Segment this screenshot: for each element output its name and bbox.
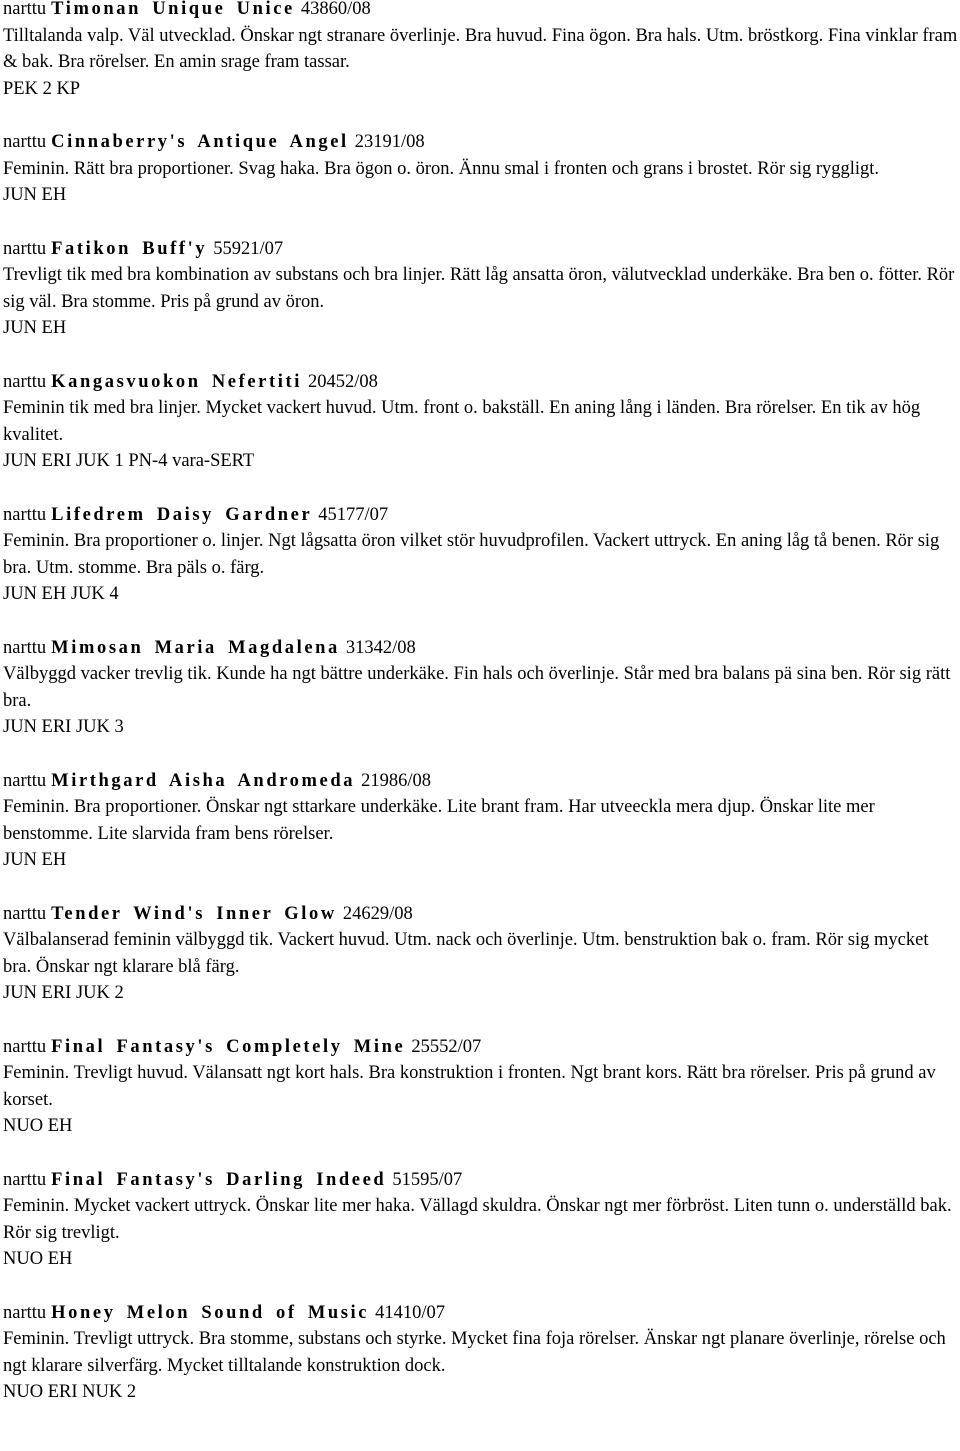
- dog-name: Final Fantasy's Darling Indeed: [51, 1169, 387, 1190]
- entry-header: [3, 0, 960, 23]
- critique-text: Feminin. Rätt bra proportioner. Svag haka. Bra ögon o. öron. Ännu smal i fronten och grans i brostet. Rör sig ryggligt.: [3, 158, 880, 179]
- dog-name: Honey Melon Sound of Music: [51, 1302, 370, 1323]
- dog-name: Cinnaberry's Antique Angel: [51, 132, 349, 152]
- registration-number: 25552/07: [411, 1036, 482, 1057]
- registration-number: 43860/08: [300, 0, 371, 19]
- entry-header: [3, 129, 960, 156]
- award-result: NUO EH: [3, 1116, 73, 1136]
- entry-honey-melon: [3, 1300, 960, 1406]
- entry-header: [3, 901, 960, 928]
- award-result: JUN EH JUK 4: [3, 584, 119, 604]
- critique-text: Tilltalanda valp. Väl utvecklad. Önskar ngt stranare överlinje. Bra huvud. Fina ögon. Bra hals. Utm. bröstkorg. Fina vinklar fram & bak. Bra rörelser. En amin srage fram tassar.: [3, 25, 958, 72]
- critique-text: Välbalanserad feminin välbyggd tik. Vackert huvud. Utm. nack och överlinje. Utm. benstruktion bak o. fram. Rör sig mycket bra. Önskar ngt klarare blå färg.: [3, 930, 929, 977]
- entry-class: narttu: [3, 1302, 47, 1323]
- award-result: JUN EH: [3, 318, 67, 338]
- entry-class: narttu: [3, 770, 47, 791]
- entry-header: [3, 1300, 960, 1327]
- registration-number: 23191/08: [354, 132, 425, 152]
- entry-class: narttu: [3, 132, 47, 152]
- entry-class: narttu: [3, 238, 47, 259]
- entry-header: [3, 1034, 960, 1061]
- dog-name: Timonan Unique Unice: [51, 0, 295, 19]
- entry-final-fantasy-darling: [3, 1167, 960, 1273]
- entry-kangasvuokon: [3, 369, 960, 475]
- entry-mimosan: [3, 635, 960, 741]
- entry-fatikon: [3, 236, 960, 342]
- registration-number: 31342/08: [345, 637, 416, 658]
- critique-text: Feminin tik med bra linjer. Mycket vackert huvud. Utm. front o. bakställ. En aning lång i länden. Bra rörelser. En tik av hög kvalitet.: [3, 398, 921, 445]
- registration-number: 45177/07: [318, 504, 389, 525]
- dog-name: Mirthgard Aisha Andromeda: [51, 770, 356, 791]
- entry-header: [3, 1167, 960, 1194]
- critique-text: Feminin. Mycket vackert uttryck. Önskar lite mer haka. Vällagd skuldra. Önskar ngt mer förbröst. Liten tunn o. underställd bak. Rör sig trevligt.: [3, 1196, 952, 1243]
- dog-name: Tender Wind's Inner Glow: [51, 903, 337, 924]
- award-result: JUN ERI JUK 3: [3, 717, 124, 737]
- award-result: NUO ERI NUK 2: [3, 1382, 137, 1402]
- registration-number: 21986/08: [361, 770, 431, 791]
- entry-timonan: [3, 0, 960, 102]
- registration-number: 51595/07: [392, 1169, 463, 1190]
- registration-number: 41410/07: [375, 1302, 446, 1323]
- entry-header: [3, 635, 960, 662]
- entry-header: [3, 369, 960, 396]
- entry-class: narttu: [3, 1169, 47, 1190]
- entry-class: narttu: [3, 903, 47, 924]
- entry-header: [3, 236, 960, 263]
- entry-class: narttu: [3, 637, 47, 658]
- award-result: JUN EH: [3, 185, 67, 205]
- registration-number: 24629/08: [342, 903, 413, 924]
- critique-text: Trevligt tik med bra kombination av substans och bra linjer. Rätt låg ansatta öron, välutvecklad underkäke. Bra ben o. fötter. Rör sig väl. Bra stomme. Pris på grund av öron.: [3, 265, 955, 312]
- critique-text: Feminin. Bra proportioner o. linjer. Ngt lågsatta öron vilket stör huvudprofilen. Vackert uttryck. En aning låg tå benen. Rör sig bra. Utm. stomme. Bra päls o. färg.: [3, 531, 940, 578]
- entry-final-fantasy-completely: [3, 1034, 960, 1140]
- registration-number: 55921/07: [213, 238, 284, 259]
- entry-mirthgard: [3, 768, 960, 874]
- critique-text: Feminin. Bra proportioner. Önskar ngt sttarkare underkäke. Lite brant fram. Har utveeckla mera djup. Önskar lite mer benstomme. Lite slarvida fram bens rörelser.: [3, 797, 875, 844]
- dog-name: Fatikon Buff'y: [51, 238, 208, 259]
- critique-text: Feminin. Trevligt huvud. Välansatt ngt kort hals. Bra konstruktion i fronten. Ngt brant kors. Rätt bra rörelser. Pris på grund av korset.: [3, 1063, 936, 1110]
- award-result: JUN ERI JUK 2: [3, 983, 124, 1003]
- entry-class: narttu: [3, 504, 47, 525]
- award-result: NUO EH: [3, 1249, 73, 1269]
- registration-number: 20452/08: [307, 371, 378, 392]
- critique-text: Feminin. Trevligt uttryck. Bra stomme, substans och styrke. Mycket fina foja rörelser. Änskar ngt planare överlinje, rörelse och ngt klarare silverfärg. Mycket tilltalande konstruktion dock.: [3, 1329, 946, 1376]
- critique-text: Välbyggd vacker trevlig tik. Kunde ha ngt bättre underkäke. Fin hals och överlinje. Står med bra balans pä sina ben. Rör sig rätt bra.: [3, 664, 951, 711]
- entry-header: [3, 502, 960, 529]
- entry-class: narttu: [3, 371, 47, 392]
- dog-name: Mimosan Maria Magdalena: [51, 637, 340, 658]
- entry-class: narttu: [3, 0, 47, 19]
- entry-header: [3, 768, 960, 795]
- dog-name: Lifedrem Daisy Gardner: [51, 504, 313, 525]
- entry-cinnaberrys: [3, 129, 960, 209]
- entry-lifedrem: [3, 502, 960, 608]
- award-result: JUN ERI JUK 1 PN-4 vara-SERT: [3, 451, 255, 471]
- dog-name: Kangasvuokon Nefertiti: [51, 371, 302, 392]
- entry-class: narttu: [3, 1036, 47, 1057]
- dog-name: Final Fantasy's Completely Mine: [51, 1036, 406, 1057]
- award-result: JUN EH: [3, 850, 67, 870]
- award-result: PEK 2 KP: [3, 78, 81, 99]
- entry-tender-wind: [3, 901, 960, 1007]
